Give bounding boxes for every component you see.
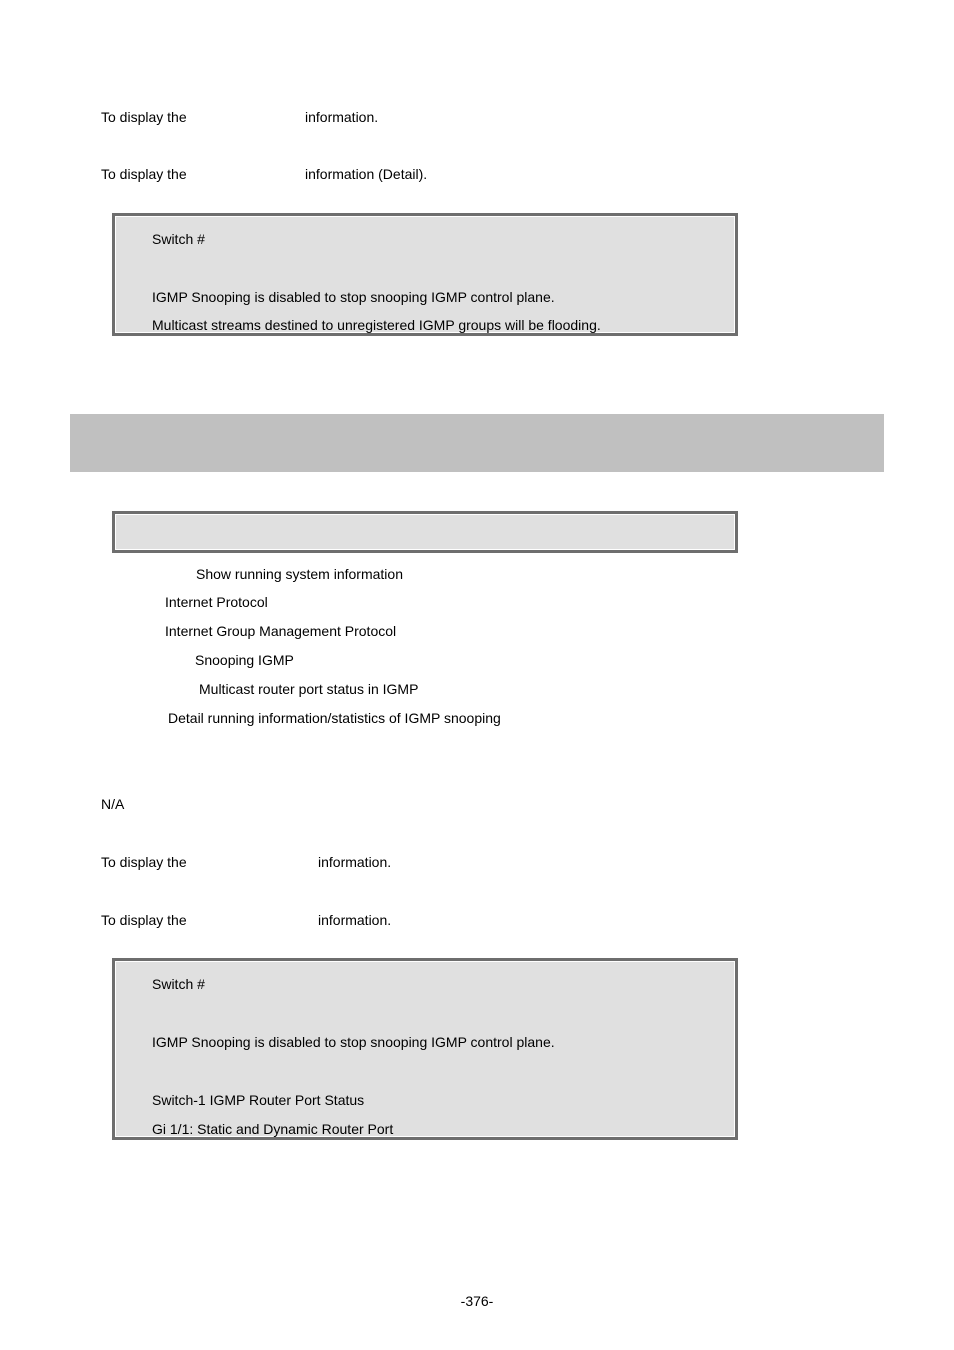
usage-text-4-suffix: information.: [318, 912, 392, 928]
example-line: Switch-1 IGMP Router Port Status: [152, 1092, 365, 1108]
param-description: Internet Group Management Protocol: [165, 623, 397, 639]
example-line: Multicast streams destined to unregistered IGMP groups will be flooding.: [152, 317, 601, 333]
example-box-2: [112, 958, 738, 1140]
default-value: N/A: [101, 796, 125, 812]
example-line: Switch #: [152, 231, 205, 247]
usage-text-4-prefix: To display the: [101, 912, 187, 928]
section-heading-banner: [70, 414, 884, 472]
example-line: Switch #: [152, 976, 205, 992]
param-description: Show running system information: [196, 566, 403, 582]
example-line: Gi 1/1: Static and Dynamic Router Port: [152, 1121, 394, 1137]
param-description: Detail running information/statistics of IGMP snooping: [168, 710, 501, 726]
usage-text-2-suffix: information (Detail).: [305, 166, 428, 182]
usage-text-1-suffix: information.: [305, 109, 379, 125]
usage-text-3-prefix: To display the: [101, 854, 187, 870]
usage-text-1-prefix: To display the: [101, 109, 187, 125]
example-line: IGMP Snooping is disabled to stop snooping IGMP control plane.: [152, 289, 555, 305]
page-number: -376-: [460, 1293, 494, 1309]
param-description: Internet Protocol: [165, 594, 268, 610]
example-line: IGMP Snooping is disabled to stop snooping IGMP control plane.: [152, 1034, 555, 1050]
example-box-1: [112, 213, 738, 336]
param-description: Multicast router port status in IGMP: [199, 681, 419, 697]
param-description: Snooping IGMP: [195, 652, 294, 668]
usage-text-3-suffix: information.: [318, 854, 392, 870]
usage-text-2-prefix: To display the: [101, 166, 187, 182]
command-syntax-box: [112, 511, 738, 553]
